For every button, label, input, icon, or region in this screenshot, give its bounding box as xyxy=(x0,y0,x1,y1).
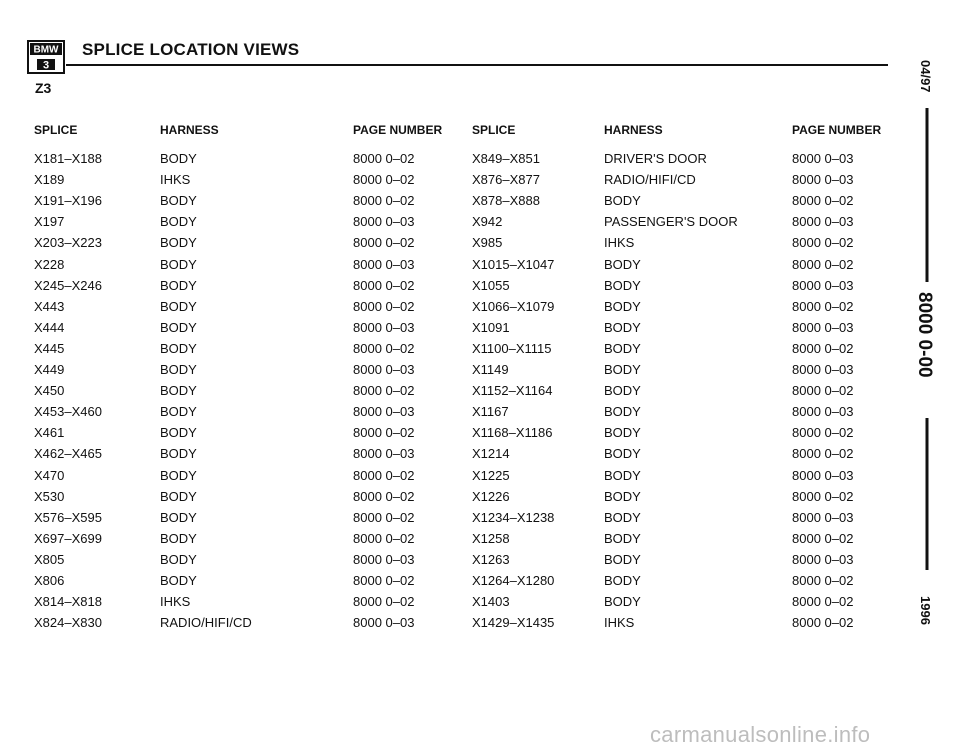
harness-cell: BODY xyxy=(604,256,641,272)
page-number-cell: 8000 0–03 xyxy=(792,277,854,293)
margin-date: 04/97 xyxy=(918,60,933,93)
harness-cell: BODY xyxy=(160,467,197,483)
harness-cell: BODY xyxy=(160,551,197,567)
page-number-cell: 8000 0–03 xyxy=(353,214,415,230)
page-number-cell: 8000 0–02 xyxy=(792,193,854,209)
splice-cell: X189 xyxy=(34,172,65,188)
harness-cell: BODY xyxy=(160,509,197,525)
page-number-cell: 8000 0–03 xyxy=(792,404,854,420)
harness-cell: BODY xyxy=(604,383,641,399)
splice-cell: X1264–X1280 xyxy=(472,572,555,588)
harness-cell: IHKS xyxy=(160,594,191,610)
bmw-3-series-logo xyxy=(27,40,65,74)
harness-cell: BODY xyxy=(604,467,641,483)
page-number-cell: 8000 0–03 xyxy=(792,551,854,567)
harness-cell: BODY xyxy=(604,404,641,420)
page-number-cell: 8000 0–03 xyxy=(792,151,854,167)
splice-cell: X1234–X1238 xyxy=(472,509,555,525)
right-splice-column xyxy=(472,120,554,633)
page-number-cell: 8000 0–03 xyxy=(792,509,854,525)
harness-cell: BODY xyxy=(604,362,641,378)
harness-cell: BODY xyxy=(160,277,197,293)
harness-cell: BODY xyxy=(604,193,641,209)
harness-cell: BODY xyxy=(604,572,641,588)
harness-cell: BODY xyxy=(604,298,641,314)
page-number-cell: 8000 0–03 xyxy=(792,362,854,378)
harness-cell: BODY xyxy=(160,530,197,546)
splice-cell: X197 xyxy=(34,214,65,230)
splice-cell: X806 xyxy=(34,572,65,588)
page-number-cell: 8000 0–02 xyxy=(353,235,415,251)
page-number-cell: 8000 0–03 xyxy=(353,404,415,420)
harness-cell: IHKS xyxy=(160,172,191,188)
splice-cell: X445 xyxy=(34,340,65,356)
splice-cell: X191–X196 xyxy=(34,193,102,209)
harness-cell: IHKS xyxy=(604,235,635,251)
splice-cell: X1225 xyxy=(472,467,510,483)
splice-cell: X876–X877 xyxy=(472,172,540,188)
splice-cell: X203–X223 xyxy=(34,235,102,251)
splice-cell: X576–X595 xyxy=(34,509,102,525)
page-number-cell: 8000 0–02 xyxy=(353,488,415,504)
harness-cell: BODY xyxy=(604,551,641,567)
page-number-cell: 8000 0–02 xyxy=(792,446,854,462)
page-number-cell: 8000 0–03 xyxy=(353,615,415,631)
harness-cell: BODY xyxy=(160,298,197,314)
svg-text:BMW: BMW xyxy=(33,44,59,56)
page-number-cell: 8000 0–02 xyxy=(353,509,415,525)
harness-cell: BODY xyxy=(160,214,197,230)
page-number-cell: 8000 0–02 xyxy=(792,488,854,504)
page-number-cell: 8000 0–02 xyxy=(353,340,415,356)
page-number-cell: 8000 0–02 xyxy=(353,425,415,441)
right-page-column xyxy=(792,120,881,633)
page-number-cell: 8000 0–02 xyxy=(353,383,415,399)
svg-text:3: 3 xyxy=(42,59,50,72)
splice-cell: X1168–X1186 xyxy=(472,425,553,441)
footer-watermark: carmanualsonline.info xyxy=(650,722,871,747)
page-number-cell: 8000 0–03 xyxy=(792,319,854,335)
page-number-cell: 8000 0–02 xyxy=(792,256,854,272)
harness-cell: BODY xyxy=(160,383,197,399)
harness-cell: DRIVER'S DOOR xyxy=(604,151,707,167)
splice-cell: X449 xyxy=(34,362,65,378)
left-splice-column xyxy=(34,120,102,633)
harness-cell: BODY xyxy=(160,488,197,504)
harness-cell: BODY xyxy=(160,193,197,209)
page-number-cell: 8000 0–02 xyxy=(792,615,854,631)
splice-cell: X1055 xyxy=(472,277,510,293)
column-header-harness: HARNESS xyxy=(604,123,663,137)
harness-cell: BODY xyxy=(604,319,641,335)
page-number-cell: 8000 0–03 xyxy=(353,446,415,462)
page-number-cell: 8000 0–02 xyxy=(792,235,854,251)
page-number-cell: 8000 0–02 xyxy=(792,572,854,588)
harness-cell: BODY xyxy=(160,235,197,251)
splice-cell: X181–X188 xyxy=(34,151,102,167)
page-number-cell: 8000 0–03 xyxy=(353,362,415,378)
column-header-harness: HARNESS xyxy=(160,123,219,137)
splice-cell: X1149 xyxy=(472,362,509,378)
harness-cell: BODY xyxy=(160,446,197,462)
page-title: SPLICE LOCATION VIEWS xyxy=(82,40,300,59)
splice-cell: X443 xyxy=(34,298,65,314)
splice-cell: X1258 xyxy=(472,530,510,546)
margin-index-bar xyxy=(885,30,955,650)
harness-cell: BODY xyxy=(160,362,197,378)
splice-cell: X1403 xyxy=(472,594,510,610)
splice-cell: X1226 xyxy=(472,488,510,504)
title-rule xyxy=(66,64,888,66)
splice-cell: X444 xyxy=(34,319,65,335)
splice-cell: X1263 xyxy=(472,551,510,567)
harness-cell: BODY xyxy=(160,319,197,335)
margin-year: 1996 xyxy=(918,596,933,625)
splice-cell: X228 xyxy=(34,256,65,272)
column-header-splice: SPLICE xyxy=(34,123,78,137)
splice-cell: X824–X830 xyxy=(34,615,102,631)
page-number-cell: 8000 0–02 xyxy=(353,530,415,546)
page-number-cell: 8000 0–02 xyxy=(792,340,854,356)
page-number-cell: 8000 0–02 xyxy=(353,594,415,610)
harness-cell: BODY xyxy=(160,256,197,272)
harness-cell: BODY xyxy=(160,151,197,167)
page-number-cell: 8000 0–03 xyxy=(353,551,415,567)
harness-cell: BODY xyxy=(604,509,641,525)
page-number-cell: 8000 0–02 xyxy=(353,172,415,188)
page-number-cell: 8000 0–02 xyxy=(353,277,415,293)
page-number-cell: 8000 0–02 xyxy=(792,425,854,441)
left-harness-column xyxy=(160,120,252,633)
harness-cell: BODY xyxy=(604,446,641,462)
page-number-cell: 8000 0–02 xyxy=(792,298,854,314)
splice-cell: X470 xyxy=(34,467,65,483)
splice-cell: X450 xyxy=(34,383,65,399)
page-number-cell: 8000 0–02 xyxy=(353,467,415,483)
splice-cell: X461 xyxy=(34,425,65,441)
splice-cell: X1015–X1047 xyxy=(472,256,555,272)
harness-cell: RADIO/HIFI/CD xyxy=(160,615,252,631)
left-page-column xyxy=(353,120,442,633)
splice-cell: X805 xyxy=(34,551,65,567)
splice-cell: X878–X888 xyxy=(472,193,540,209)
splice-cell: X985 xyxy=(472,235,503,251)
splice-cell: X1152–X1164 xyxy=(472,383,553,399)
column-header-splice: SPLICE xyxy=(472,123,516,137)
margin-section-number: 8000 0-00 xyxy=(914,292,935,378)
harness-cell: BODY xyxy=(160,340,197,356)
harness-cell: BODY xyxy=(604,425,641,441)
page-number-cell: 8000 0–03 xyxy=(353,256,415,272)
splice-cell: X849–X851 xyxy=(472,151,540,167)
splice-cell: X530 xyxy=(34,488,65,504)
page-number-cell: 8000 0–03 xyxy=(353,319,415,335)
column-header-page-number: PAGE NUMBER xyxy=(792,123,882,137)
splice-cell: X814–X818 xyxy=(34,594,102,610)
splice-cell: X1214 xyxy=(472,446,510,462)
harness-cell: BODY xyxy=(160,404,197,420)
page-number-cell: 8000 0–02 xyxy=(792,594,854,610)
page-number-cell: 8000 0–02 xyxy=(792,530,854,546)
page-number-cell: 8000 0–02 xyxy=(353,193,415,209)
harness-cell: BODY xyxy=(604,340,641,356)
harness-cell: PASSENGER'S DOOR xyxy=(604,214,738,230)
splice-cell: X1429–X1435 xyxy=(472,615,555,631)
harness-cell: BODY xyxy=(160,425,197,441)
splice-cell: X1167 xyxy=(472,404,509,420)
page-number-cell: 8000 0–02 xyxy=(792,383,854,399)
harness-cell: BODY xyxy=(604,530,641,546)
harness-cell: BODY xyxy=(160,572,197,588)
page-number-cell: 8000 0–02 xyxy=(353,298,415,314)
harness-cell: IHKS xyxy=(604,615,635,631)
right-harness-column xyxy=(604,120,738,633)
page-number-cell: 8000 0–03 xyxy=(792,172,854,188)
harness-cell: BODY xyxy=(604,594,641,610)
page-number-cell: 8000 0–03 xyxy=(792,214,854,230)
splice-cell: X697–X699 xyxy=(34,530,102,546)
splice-cell: X1091 xyxy=(472,319,510,335)
splice-cell: X1100–X1115 xyxy=(472,340,552,356)
column-header-page-number: PAGE NUMBER xyxy=(353,123,443,137)
splice-cell: X1066–X1079 xyxy=(472,298,555,314)
splice-cell: X245–X246 xyxy=(34,277,102,293)
page-number-cell: 8000 0–02 xyxy=(353,151,415,167)
harness-cell: RADIO/HIFI/CD xyxy=(604,172,696,188)
splice-cell: X462–X465 xyxy=(34,446,102,462)
splice-cell: X453–X460 xyxy=(34,404,102,420)
harness-cell: BODY xyxy=(604,277,641,293)
page-number-cell: 8000 0–02 xyxy=(353,572,415,588)
page-number-cell: 8000 0–03 xyxy=(792,467,854,483)
harness-cell: BODY xyxy=(604,488,641,504)
model-label: Z3 xyxy=(35,80,52,96)
splice-cell: X942 xyxy=(472,214,503,230)
